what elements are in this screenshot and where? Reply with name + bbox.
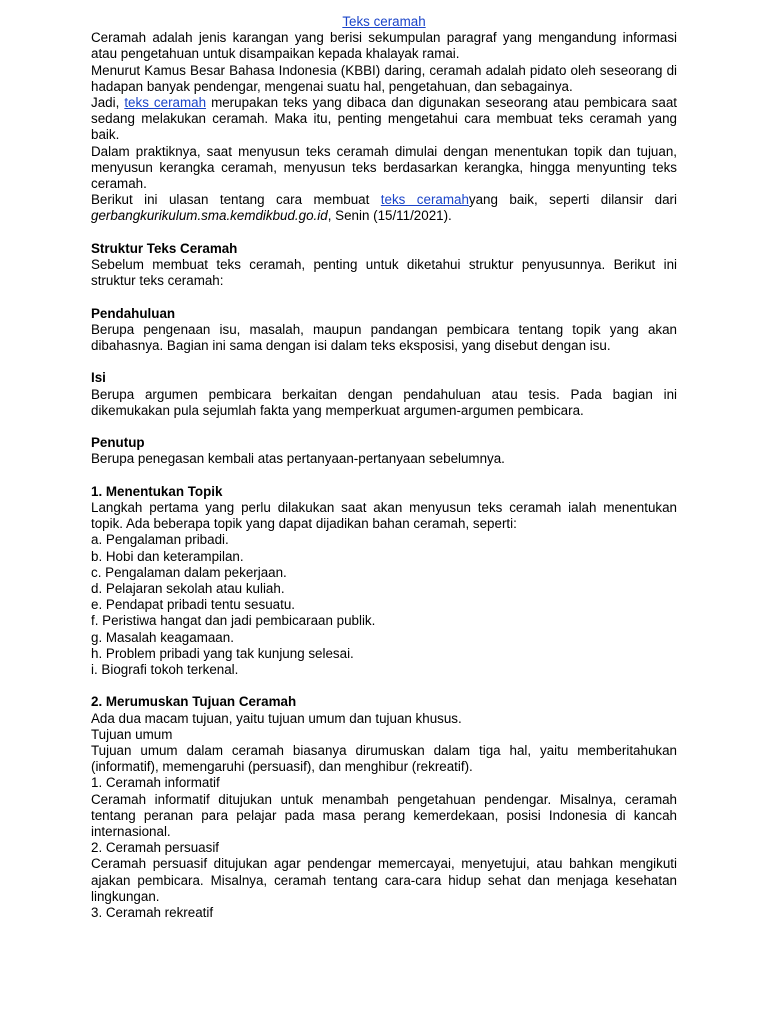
- isi-text: Berupa argumen pembicara berkaitan dengan pendahuluan atau tesis. Pada bagian ini dikemukakan pula sejumlah fakta yang memperkuat argumen-argumen pembicara.: [91, 386, 677, 418]
- penutup-heading: Penutup: [91, 435, 145, 451]
- list-item: e. Pendapat pribadi tentu sesuatu.: [91, 597, 295, 613]
- pendahuluan-text: Berupa pengenaan isu, masalah, maupun pandangan pembicara tentang topik yang akan dibahasnya. Bagian ini sama dengan isi dalam teks eksposisi, yang disebut dengan isu.: [91, 321, 677, 354]
- teks-ceramah-link-2[interactable]: teks ceramah: [380, 192, 469, 208]
- spacer: [91, 419, 677, 435]
- topic-list: [91, 532, 677, 678]
- intro-p3-after: merupakan teks yang dibaca dan digunakan seseorang atau pembicara saat sedang melakukan ceramah. Maka itu, penting mengetahui cara membuat teks ceramah yang baik.: [91, 95, 677, 143]
- teks-ceramah-link-1[interactable]: teks ceramah: [124, 95, 207, 111]
- list-item: d. Pelajaran sekolah atau kuliah.: [91, 581, 285, 597]
- spacer: [91, 678, 677, 694]
- list-item: c. Pengalaman dalam pekerjaan.: [91, 564, 287, 580]
- intro-paragraph-1: Ceramah adalah jenis karangan yang berisi sekumpulan paragraf yang mengandung informasi atau pengetahuan untuk disampaikan kepada khalayak ramai.: [91, 30, 677, 62]
- intro-paragraph-4: Dalam praktiknya, saat menyusun teks ceramah dimulai dengan menentukan topik dan tujuan, menyusun kerangka ceramah, menyusun teks berdasarkan kerangka, hingga menyunting teks ceramah.: [91, 143, 677, 192]
- isi-heading: Isi: [91, 370, 106, 386]
- section2-heading: 2. Merumuskan Tujuan Ceramah: [91, 694, 297, 710]
- section1-text: Langkah pertama yang perlu dilakukan saat akan menyusun teks ceramah ialah menentukan topik. Ada beberapa topik yang dapat dijadikan bahan ceramah, seperti:: [91, 500, 677, 532]
- struktur-text: Sebelum membuat teks ceramah, penting untuk diketahui struktur penyusunnya. Berikut ini struktur teks ceramah:: [91, 257, 677, 289]
- section2-line1: Ada dua macam tujuan, yaitu tujuan umum dan tujuan khusus.: [91, 710, 462, 726]
- intro-p5-before: Berikut ini ulasan tentang cara membuat: [91, 192, 381, 208]
- list-item: b. Hobi dan keterampilan.: [91, 548, 244, 564]
- section2-line3: Tujuan umum dalam ceramah biasanya dirumuskan dalam tiga hal, yaitu memberitahukan (informatif), memengaruhi (persuasif), dan menghibur (rekreatif).: [91, 743, 677, 775]
- intro-p3-before: Jadi,: [91, 95, 125, 111]
- sub1-title: 1. Ceramah informatif: [91, 775, 220, 791]
- section1-heading: 1. Menentukan Topik: [91, 483, 223, 499]
- intro-paragraph-3: [91, 95, 677, 144]
- struktur-heading: Struktur Teks Ceramah: [91, 240, 238, 256]
- title-link[interactable]: Teks ceramah: [342, 14, 426, 29]
- section2-line2: Tujuan umum: [91, 726, 173, 742]
- pendahuluan-heading: Pendahuluan: [91, 305, 176, 321]
- intro-p5-after: , Senin (15/11/2021).: [327, 208, 452, 224]
- list-item: g. Masalah keagamaan.: [91, 629, 234, 645]
- intro-paragraph-5: [91, 192, 677, 224]
- spacer: [91, 468, 677, 484]
- penutup-text: Berupa penegasan kembali atas pertanyaan-pertanyaan sebelumnya.: [91, 451, 505, 467]
- spacer: [91, 289, 677, 305]
- list-item: i. Biografi tokoh terkenal.: [91, 662, 239, 678]
- sub2-title: 2. Ceramah persuasif: [91, 840, 220, 856]
- intro-paragraph-2: Menurut Kamus Besar Bahasa Indonesia (KBBI) daring, ceramah adalah pidato oleh seseorang di hadapan banyak pendengar, mengenai suatu hal, pengetahuan, dan sebagainya.: [91, 62, 677, 94]
- source-name: gerbangkurikulum.sma.kemdikbud.go.id: [91, 208, 328, 224]
- spacer: [91, 354, 677, 370]
- document-title: [91, 14, 677, 30]
- spacer: [91, 225, 677, 241]
- sub1-text: Ceramah informatif ditujukan untuk menambah pengetahuan pendengar. Misalnya, ceramah tentang peranan para pelajar pada masa perang kemerdekaan, posisi Indonesia di kancah internasional.: [91, 791, 677, 840]
- sub3-title: 3. Ceramah rekreatif: [91, 905, 214, 921]
- list-item: h. Problem pribadi yang tak kunjung selesai.: [91, 645, 354, 661]
- list-item: f. Peristiwa hangat dan jadi pembicaraan publik.: [91, 613, 376, 629]
- intro-p5-middle: yang baik, seperti dilansir dari: [468, 192, 677, 208]
- list-item: a. Pengalaman pribadi.: [91, 532, 229, 548]
- sub2-text: Ceramah persuasif ditujukan agar pendengar memercayai, menyetujui, atau bahkan mengikuti ajakan pembicara. Misalnya, ceramah tentang cara-cara hidup sehat dan menjaga kesehatan lingkungan.: [91, 856, 677, 904]
